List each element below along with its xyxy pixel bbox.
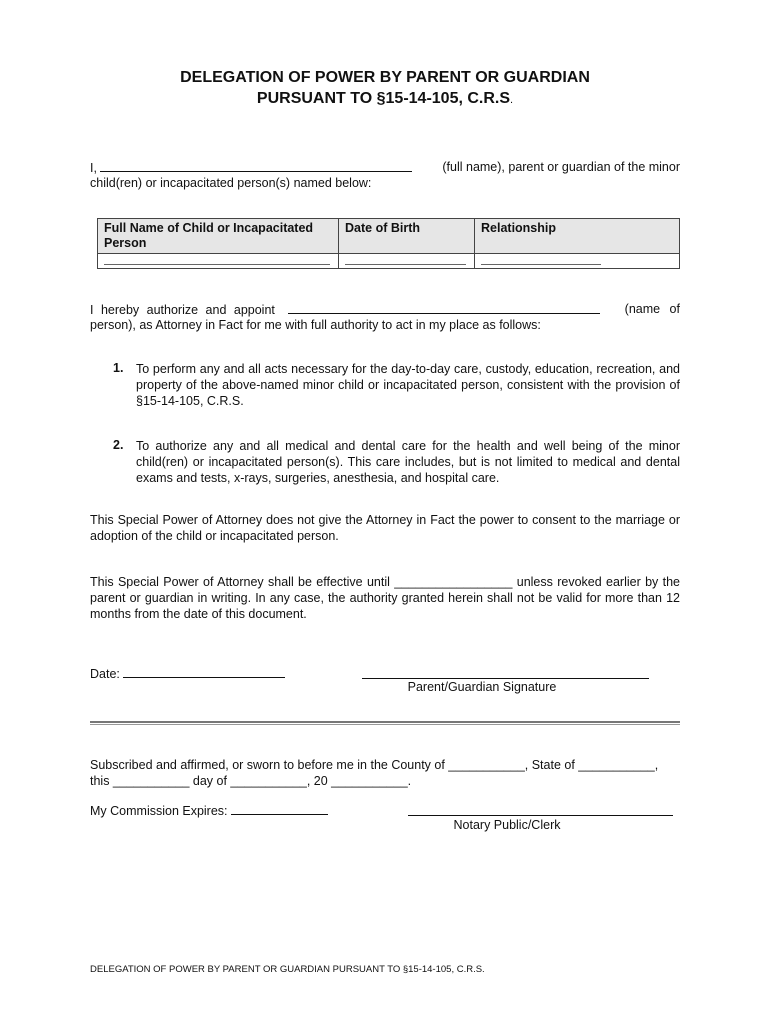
commission-line bbox=[90, 802, 328, 819]
commission-label: My Commission Expires: bbox=[90, 804, 228, 818]
marriage-paragraph: This Special Power of Attorney does not give the Attorney in Fact the power to consent to the marriage or adoption of the child or incapacitated person. bbox=[90, 513, 680, 543]
notary-line1: Subscribed and affirmed, or sworn to before me in the County of ___________, State of ___________, bbox=[90, 758, 659, 772]
full-name-field[interactable] bbox=[100, 159, 412, 172]
signature-label: Parent/Guardian Signature bbox=[407, 680, 557, 694]
appoint-suffix: (name of bbox=[624, 302, 680, 316]
date-label: Date: bbox=[90, 667, 120, 681]
intro-suffix: (full name), parent or guardian of the minor bbox=[442, 160, 680, 174]
effective-paragraph: This Special Power of Attorney shall be effective until _________________ unless revoked earlier by the parent or guardian in writing. In any case, the authority granted herein shall not be valid for more than 12 months from the date of this document. bbox=[90, 575, 680, 621]
commission-expires-field[interactable] bbox=[231, 802, 328, 815]
appoint-prefix: I hereby authorize and appoint bbox=[90, 303, 275, 317]
appoint-line2: person), as Attorney in Fact for me with full authority to act in my place as follows: bbox=[90, 318, 541, 332]
date-field[interactable] bbox=[123, 665, 285, 678]
title-dot: . bbox=[510, 94, 514, 106]
appoint-line bbox=[90, 301, 680, 318]
notary-signature-field[interactable] bbox=[408, 802, 673, 816]
child-relationship-field[interactable] bbox=[475, 254, 680, 269]
intro-prefix: I, bbox=[90, 161, 97, 175]
children-table bbox=[97, 218, 680, 269]
notary-label: Notary Public/Clerk bbox=[453, 818, 561, 832]
item-1-number: 1. bbox=[113, 361, 124, 375]
document-title-line2 bbox=[0, 88, 770, 111]
item-1-text: To perform any and all acts necessary for the day-to-day care, custody, education, recreation, and property of the above-named minor child or incapacitated person, consistent with the provision of §15-14-105, C.R.S. bbox=[136, 362, 680, 408]
attorney-name-field[interactable] bbox=[288, 301, 600, 314]
table-header-name: Full Name of Child or Incapacitated Person bbox=[98, 219, 339, 254]
parent-signature-field[interactable] bbox=[362, 665, 649, 679]
child-name-field[interactable] bbox=[98, 254, 339, 269]
table-header-relationship: Relationship bbox=[475, 219, 680, 254]
date-line bbox=[90, 665, 285, 682]
child-dob-field[interactable] bbox=[339, 254, 475, 269]
intro-line bbox=[90, 159, 680, 176]
item-2-number: 2. bbox=[113, 438, 124, 452]
page-footer: DELEGATION OF POWER BY PARENT OR GUARDIAN PURSUANT TO §15-14-105, C.R.S. bbox=[90, 964, 485, 975]
table-header-row bbox=[98, 219, 680, 254]
document-title-line1: DELEGATION OF POWER BY PARENT OR GUARDIAN bbox=[180, 69, 590, 86]
table-header-dob: Date of Birth bbox=[339, 219, 475, 254]
notary-line2: this ___________ day of ___________, 20 ___________. bbox=[90, 774, 412, 788]
section-divider bbox=[90, 721, 680, 725]
item-2-text: To authorize any and all medical and dental care for the health and well being of the minor child(ren) or incapacitated person(s). This care includes, but is not limited to medical and dental exams and tests, x-rays, surgeries, anesthesia, and hospital care. bbox=[136, 439, 680, 485]
table-row bbox=[98, 254, 680, 269]
intro-line2: child(ren) or incapacitated person(s) named below: bbox=[90, 176, 372, 190]
title-text: PURSUANT TO §15-14-105, C.R.S bbox=[256, 90, 511, 107]
